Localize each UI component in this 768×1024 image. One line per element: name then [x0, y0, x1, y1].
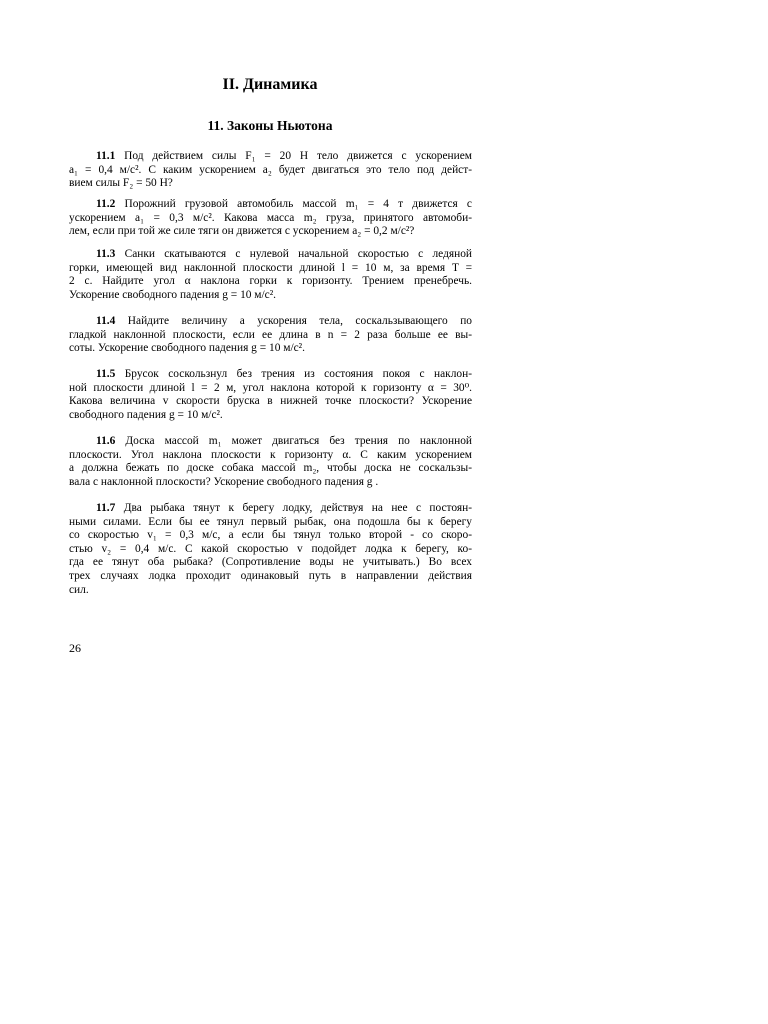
- problem-11-7: [69, 502, 472, 597]
- problem-number: 11.6: [96, 435, 116, 447]
- problem-number: 11.3: [96, 248, 116, 260]
- problem-text-line: со скоростью v₁ = 0,3 м/с, а если бы тянул только второй - со скоро-: [69, 529, 472, 542]
- problem-text-line: ной плоскости длиной l = 2 м, угол наклона которой к горизонту α = 30⁰.: [69, 381, 472, 394]
- problem-11-5: [69, 368, 472, 422]
- problem-number: 11.4: [96, 315, 116, 327]
- problem-11-2: [69, 198, 472, 239]
- problem-text-line: Порожний грузовой автомобиль массой m₁ = 4 т движется с: [124, 198, 472, 210]
- problem-text-line: ускорением a₁ = 0,3 м/с². Какова масса m₂ груза, принятого автомоби-: [69, 211, 472, 224]
- page-number: 26: [69, 641, 81, 655]
- problem-text-line: Санки скатываются с нулевой начальной скоростью с ледяной: [124, 248, 472, 260]
- problem-text-line: a₁ = 0,4 м/с². С каким ускорением a₂ будет двигаться это тело под дейст-: [69, 163, 472, 176]
- problem-text-line: вала с наклонной плоскости? Ускорение свободного падения g .: [69, 475, 379, 488]
- problem-text-line: соты. Ускорение свободного падения g = 10 м/с².: [69, 342, 305, 355]
- problem-text-line: горки, имеющей вид наклонной плоскости длиной l = 10 м, за время T =: [69, 261, 472, 274]
- problem-text-line: сил.: [69, 583, 89, 596]
- problem-11-1: [69, 150, 472, 191]
- problem-text-line: гладкой наклонной плоскости, если ее длина в n = 2 раза больше ее вы-: [69, 328, 472, 341]
- problem-11-3: [69, 248, 472, 302]
- problem-number: 11.1: [96, 150, 116, 162]
- problem-number: 11.5: [96, 368, 116, 380]
- problem-text-line: Под действием силы F₁ = 20 Н тело движется с ускорением: [124, 150, 472, 162]
- problem-text-line: 2 с. Найдите угол α наклона горки к горизонту. Трением пренебречь.: [69, 275, 472, 288]
- problem-text-line: a должна бежать по доске собака массой m₂, чтобы доска не соскальзы-: [69, 462, 472, 475]
- problem-text-line: Найдите величину a ускорения тела, соскальзывающего по: [127, 315, 472, 327]
- problem-text-line: Доска массой m₁ может двигаться без трения по наклонной: [125, 435, 472, 447]
- problem-text-line: Ускорение свободного падения g = 10 м/с².: [69, 288, 277, 301]
- problem-text-line: лем, если при той же силе тяги он движется с ускорением a₂ = 0,2 м/с²?: [69, 225, 415, 238]
- problem-11-4: [69, 315, 472, 356]
- section-title: 11. Законы Ньютона: [207, 118, 333, 133]
- problem-text-line: ными силами. Если бы ее тянул первый рыбак, она подошла бы к берегу: [69, 515, 472, 528]
- problem-number: 11.7: [96, 502, 116, 514]
- problem-text-line: Брусок соскользнул без трения из состояния покоя с наклон-: [124, 368, 472, 380]
- problem-text-line: Какова величина v скорости бруска в нижней точке плоскости? Ускорение: [69, 395, 472, 408]
- chapter-title: II. Динамика: [222, 76, 318, 93]
- problem-text-line: Два рыбака тянут к берегу лодку, действуя на нее с постоян-: [123, 502, 472, 514]
- problem-number: 11.2: [96, 198, 116, 210]
- problem-11-6: [69, 435, 472, 489]
- problem-text-line: трех случаях лодка проходит одинаковый путь в направлении действия: [69, 569, 472, 582]
- problem-text-line: свободного падения g = 10 м/с².: [69, 408, 223, 421]
- problem-text-line: плоскости. Угол наклона плоскости к горизонту α. С каким ускорением: [69, 448, 472, 461]
- problem-text-line: гда ее тянут оба рыбака? (Сопротивление воды не учитывать.) Во всех: [69, 556, 472, 569]
- problem-text-line: стью v₂ = 0,4 м/с. С какой скоростью v подойдет лодка к берегу, ко-: [69, 542, 472, 555]
- problem-text-line: вием силы F₂ = 50 Н?: [69, 177, 173, 190]
